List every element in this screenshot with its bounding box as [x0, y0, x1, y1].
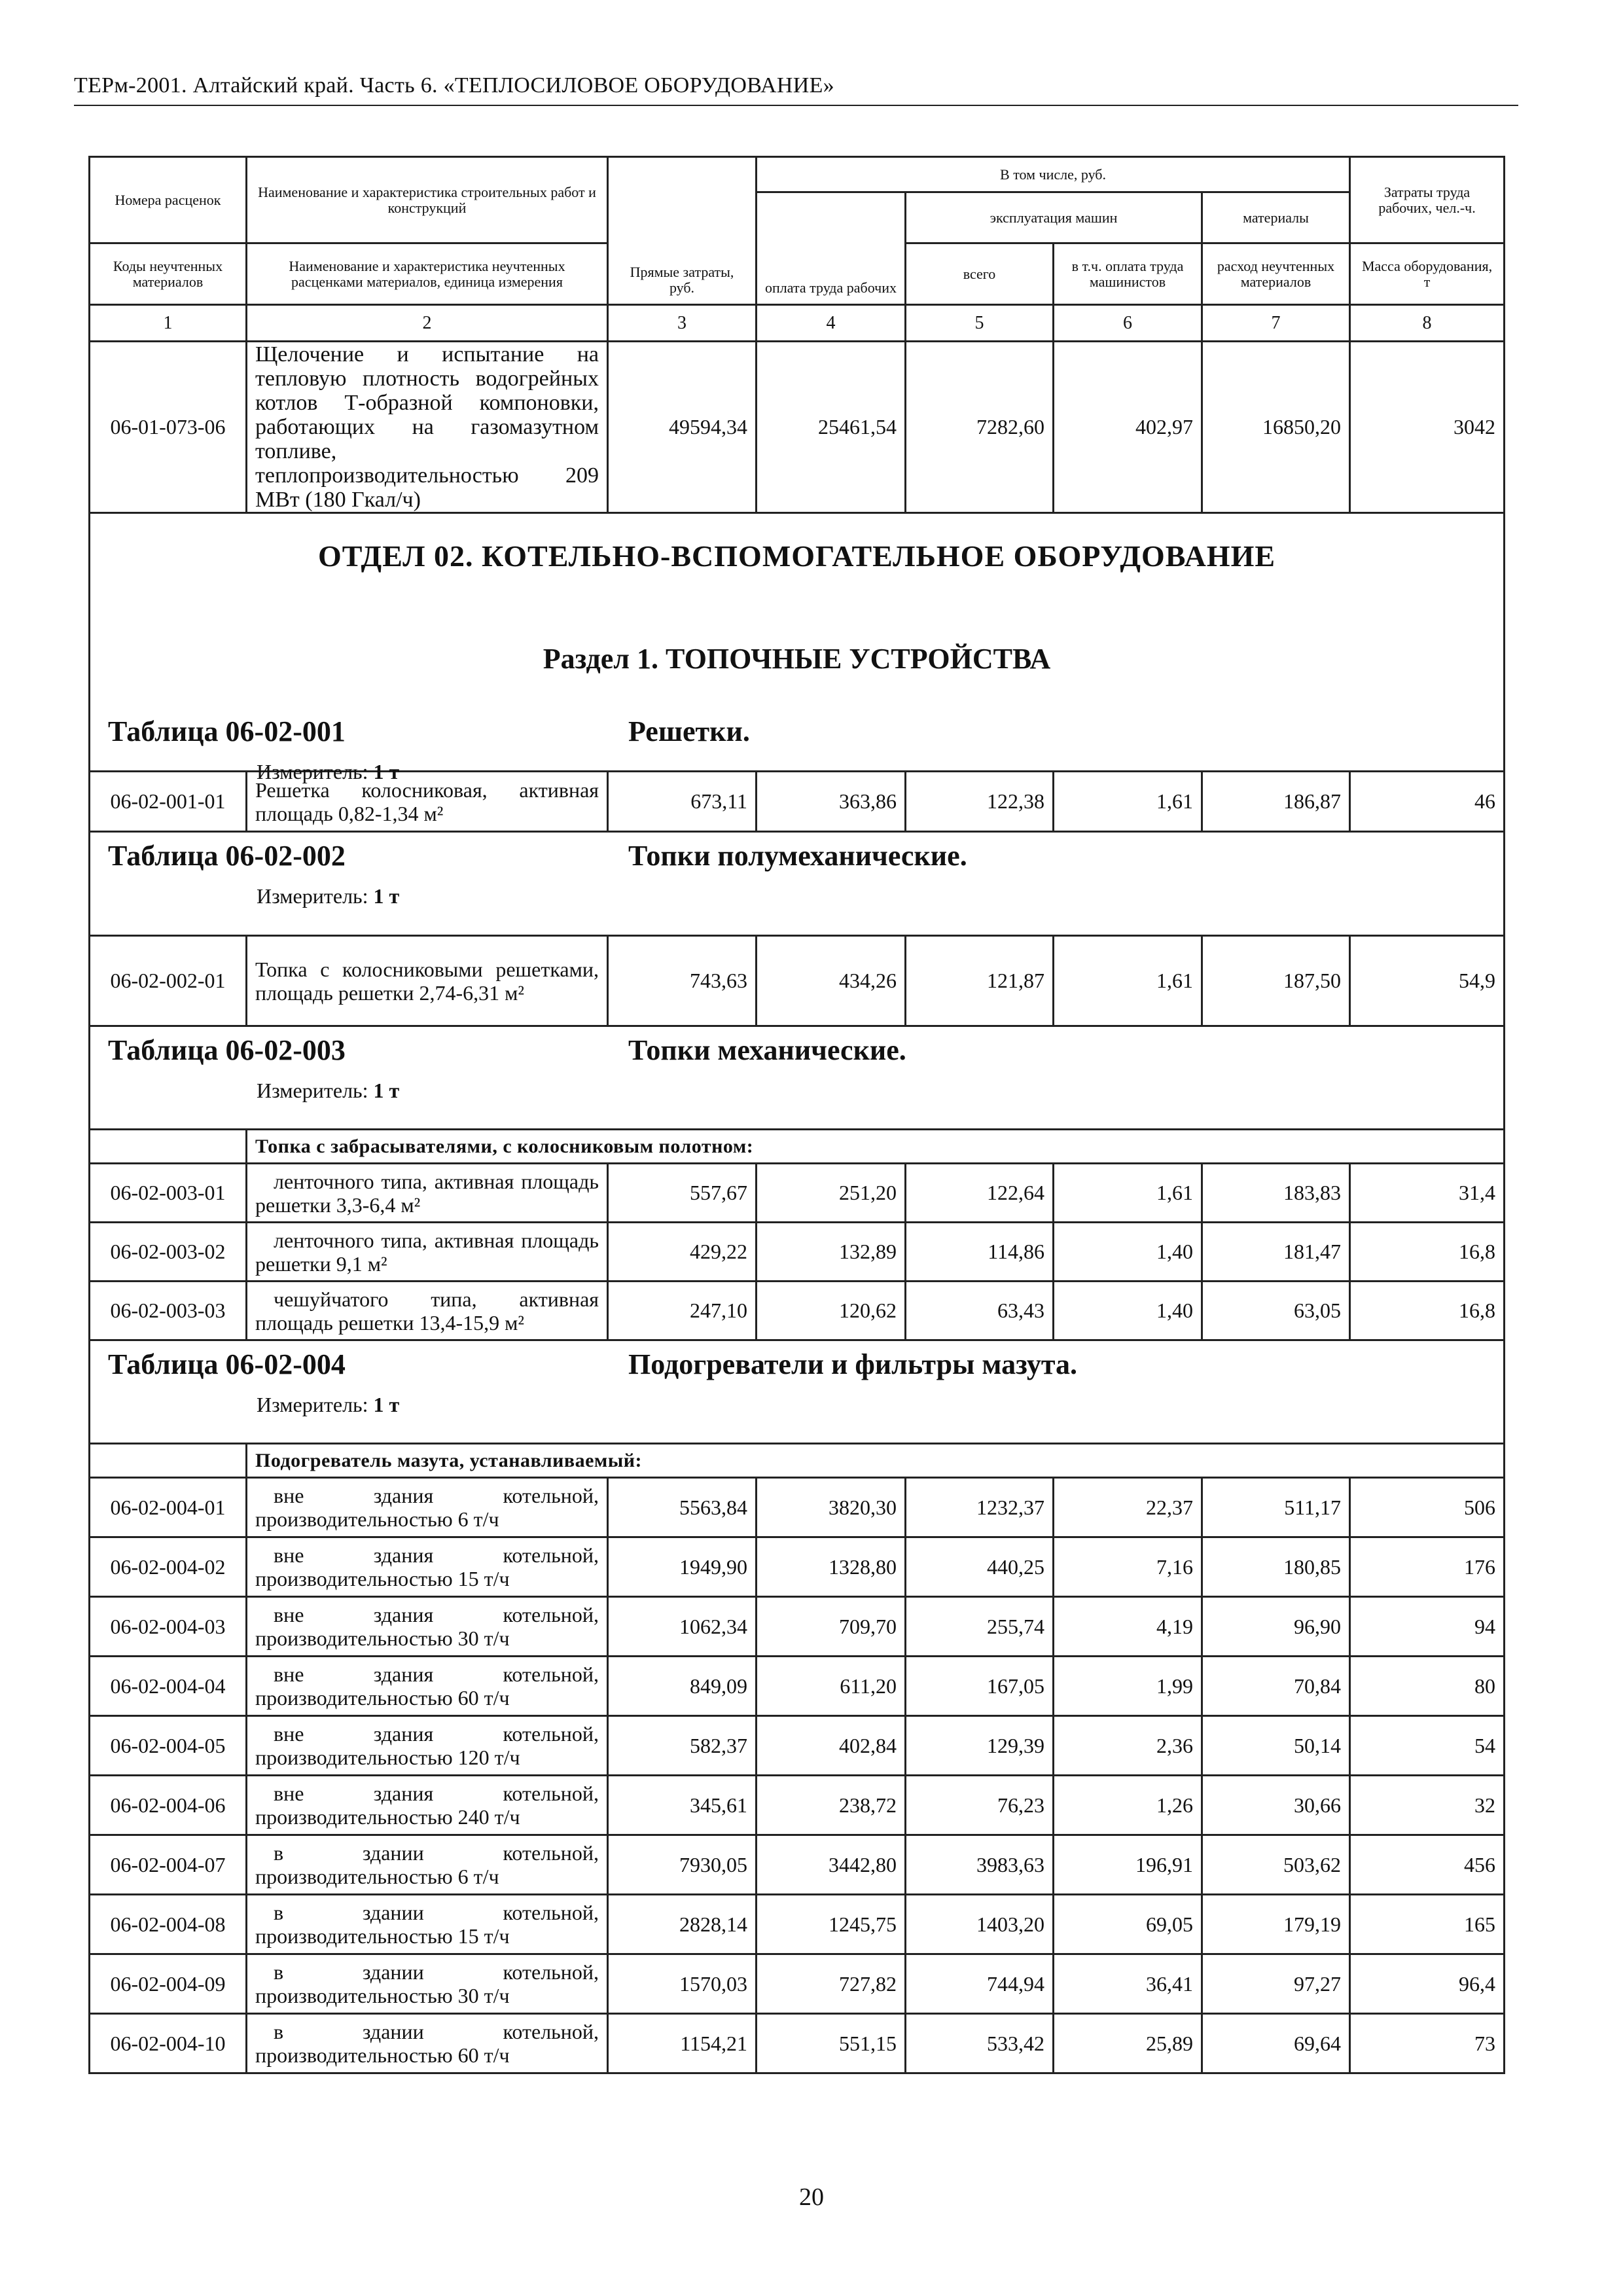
- materials-cost: 183,83: [1202, 1164, 1350, 1223]
- col-name-sub-header: Наименование и характеристика неучтенных расценками материалов, единица измерения: [247, 243, 608, 305]
- page-number: 20: [799, 2183, 824, 2211]
- direct-cost: 849,09: [608, 1657, 757, 1716]
- materials-cost: 70,84: [1202, 1657, 1350, 1716]
- direct-cost: 673,11: [608, 772, 757, 832]
- materials-cost: 181,47: [1202, 1223, 1350, 1282]
- labor-hours: 73: [1350, 2014, 1505, 2073]
- machines-total: 76,23: [906, 1776, 1054, 1835]
- rate-code: 06-02-004-09: [90, 1954, 247, 2014]
- labor-cost: 120,62: [757, 1282, 906, 1340]
- rate-description: Решетка колосниковая, активная площадь 0,82-1,34 м²: [247, 772, 608, 832]
- machines-labor: 22,37: [1054, 1478, 1202, 1537]
- labor-hours: 165: [1350, 1895, 1505, 1954]
- col-number: 6: [1054, 305, 1202, 342]
- labor-hours: 54,9: [1350, 936, 1505, 1026]
- razdel-title: Раздел 1. ТОПОЧНЫЕ УСТРОЙСТВА: [543, 643, 1051, 675]
- machines-group-header: эксплуатация машин: [906, 192, 1202, 243]
- direct-cost: 49594,34: [608, 342, 757, 513]
- machines-labor: 25,89: [1054, 2014, 1202, 2073]
- rate-code: 06-02-004-04: [90, 1657, 247, 1716]
- measure-label: Измеритель:: [257, 1079, 368, 1102]
- machines-labor: 2,36: [1054, 1716, 1202, 1776]
- direct-cost: 5563,84: [608, 1478, 757, 1537]
- table-row: [90, 1164, 1505, 1223]
- col-number: 1: [90, 305, 247, 342]
- materials-cost: 63,05: [1202, 1282, 1350, 1340]
- labor-hours: 54: [1350, 1716, 1505, 1776]
- measure-unit: [257, 760, 399, 784]
- subheading-row: [90, 1130, 1505, 1164]
- labor-hours: 80: [1350, 1657, 1505, 1716]
- measure-unit: [257, 1079, 399, 1103]
- rate-code: 06-02-004-06: [90, 1776, 247, 1835]
- rate-code: 06-02-001-01: [90, 772, 247, 832]
- labor-cost: 434,26: [757, 936, 906, 1026]
- section-heading-row: [90, 513, 1505, 679]
- materials-cost: 187,50: [1202, 936, 1350, 1026]
- labor-cost: 1245,75: [757, 1895, 906, 1954]
- machines-total: 744,94: [906, 1954, 1054, 2014]
- labor-cost: 611,20: [757, 1657, 906, 1716]
- running-head: ТЕРм-2001. Алтайский край. Часть 6. «ТЕПЛОСИЛОВОЕ ОБОРУДОВАНИЕ»: [74, 73, 834, 98]
- direct-cost: 345,61: [608, 1776, 757, 1835]
- col-number: 7: [1202, 305, 1350, 342]
- subheading: Подогреватель мазута, устанавливаемый:: [247, 1444, 1505, 1478]
- machines-labor: 69,05: [1054, 1895, 1202, 1954]
- direct-cost: 7930,05: [608, 1835, 757, 1895]
- materials-cost: 96,90: [1202, 1597, 1350, 1657]
- table-row: [90, 1776, 1505, 1835]
- machines-labor: 1,40: [1054, 1223, 1202, 1282]
- direct-cost: 247,10: [608, 1282, 757, 1340]
- materials-cost: 69,64: [1202, 2014, 1350, 2073]
- machines-total: 3983,63: [906, 1835, 1054, 1895]
- col-number: 5: [906, 305, 1054, 342]
- table-row: [90, 2014, 1505, 2073]
- table-heading-row: [90, 1026, 1505, 1130]
- machines-total: 122,64: [906, 1164, 1054, 1223]
- table-caption: Топки полумеханические.: [628, 840, 967, 872]
- machines-labor: 4,19: [1054, 1597, 1202, 1657]
- subheading: Топка с забрасывателями, с колосниковым полотном:: [247, 1130, 1505, 1164]
- labor-hours: 3042: [1350, 342, 1505, 513]
- machines-labor: 36,41: [1054, 1954, 1202, 2014]
- table-row: [90, 1895, 1505, 1954]
- table-row: [90, 1597, 1505, 1657]
- col-name-header: Наименование и характеристика строительных работ и конструкций: [247, 157, 608, 243]
- machines-labor: 1,61: [1054, 1164, 1202, 1223]
- col-mass-header: Масса оборудования, т: [1350, 243, 1505, 305]
- direct-cost: 1062,34: [608, 1597, 757, 1657]
- rate-description: Щелочение и испытание на тепловую плотность водогрейных котлов Т-образной компоновки, работающих на газомазутном топливе, теплопроизводительностью 209 МВт (180 Гкал/ч): [247, 342, 608, 513]
- machines-total: 129,39: [906, 1716, 1054, 1776]
- table-row: [90, 1282, 1505, 1340]
- measure-value: 1 т: [373, 884, 400, 908]
- labor-cost: 551,15: [757, 2014, 906, 2073]
- incl-group-header: В том числе, руб.: [757, 157, 1350, 192]
- rate-description: в здании котельной, производительностью 6 т/ч: [247, 1835, 608, 1895]
- direct-cost: 557,67: [608, 1164, 757, 1223]
- col-labor-header: оплата труда рабочих: [757, 192, 906, 305]
- direct-cost: 2828,14: [608, 1895, 757, 1954]
- col-workers-header: Затраты труда рабочих, чел.-ч.: [1350, 157, 1505, 243]
- table-caption: Решетки.: [628, 715, 750, 747]
- materials-cost: 186,87: [1202, 772, 1350, 832]
- machines-total: 440,25: [906, 1537, 1054, 1597]
- machines-labor: 1,61: [1054, 936, 1202, 1026]
- table-title: Таблица 06-02-003: [108, 1034, 346, 1066]
- table-heading-row: [90, 1340, 1505, 1444]
- table-row: [90, 1223, 1505, 1282]
- rate-description: вне здания котельной, производительностью 60 т/ч: [247, 1657, 608, 1716]
- table-row: [90, 342, 1505, 513]
- labor-hours: 32: [1350, 1776, 1505, 1835]
- otdel-title: ОТДЕЛ 02. КОТЕЛЬНО-ВСПОМОГАТЕЛЬНОЕ ОБОРУДОВАНИЕ: [317, 539, 1276, 573]
- measure-value: 1 т: [373, 1079, 400, 1102]
- rate-code: 06-02-003-03: [90, 1282, 247, 1340]
- labor-hours: 31,4: [1350, 1164, 1505, 1223]
- header-rule: [74, 105, 1518, 106]
- rate-code: 06-02-004-10: [90, 2014, 247, 2073]
- rate-code: 06-02-002-01: [90, 936, 247, 1026]
- machines-total: 122,38: [906, 772, 1054, 832]
- materials-cost: 180,85: [1202, 1537, 1350, 1597]
- machines-labor: 402,97: [1054, 342, 1202, 513]
- labor-hours: 176: [1350, 1537, 1505, 1597]
- labor-cost: 363,86: [757, 772, 906, 832]
- machines-labor: 7,16: [1054, 1537, 1202, 1597]
- labor-cost: 3442,80: [757, 1835, 906, 1895]
- rate-code: 06-02-003-01: [90, 1164, 247, 1223]
- table-heading-row: [90, 832, 1505, 936]
- materials-cost: 503,62: [1202, 1835, 1350, 1895]
- col-mach-total-header: всего: [906, 243, 1054, 305]
- rate-description: вне здания котельной, производительностью 240 т/ч: [247, 1776, 608, 1835]
- table-row: [90, 1954, 1505, 2014]
- col-direct-header: Прямые затраты, руб.: [608, 157, 757, 305]
- machines-total: 1232,37: [906, 1478, 1054, 1537]
- rate-code: 06-02-004-05: [90, 1716, 247, 1776]
- rate-description: в здании котельной, производительностью 60 т/ч: [247, 2014, 608, 2073]
- table-row: [90, 936, 1505, 1026]
- materials-cost: 16850,20: [1202, 342, 1350, 513]
- machines-labor: 1,40: [1054, 1282, 1202, 1340]
- materials-group-header: материалы: [1202, 192, 1350, 243]
- rate-code: 06-02-004-07: [90, 1835, 247, 1895]
- machines-labor: 1,61: [1054, 772, 1202, 832]
- machines-labor: 1,26: [1054, 1776, 1202, 1835]
- labor-cost: 3820,30: [757, 1478, 906, 1537]
- table-title: Таблица 06-02-002: [108, 840, 346, 872]
- labor-hours: 94: [1350, 1597, 1505, 1657]
- rate-description: Топка с колосниковыми решетками, площадь решетки 2,74-6,31 м²: [247, 936, 608, 1026]
- rate-description: вне здания котельной, производительностью 6 т/ч: [247, 1478, 608, 1537]
- labor-hours: 16,8: [1350, 1223, 1505, 1282]
- col-code-sub-header: Коды неучтенных материалов: [90, 243, 247, 305]
- direct-cost: 1154,21: [608, 2014, 757, 2073]
- measure-label: Измеритель:: [257, 760, 368, 783]
- rate-code: 06-02-004-08: [90, 1895, 247, 1954]
- direct-cost: 743,63: [608, 936, 757, 1026]
- table-row: [90, 1537, 1505, 1597]
- materials-cost: 50,14: [1202, 1716, 1350, 1776]
- materials-cost: 179,19: [1202, 1895, 1350, 1954]
- labor-hours: 16,8: [1350, 1282, 1505, 1340]
- measure-value: 1 т: [373, 760, 400, 783]
- table-title: Таблица 06-02-001: [108, 715, 346, 747]
- rate-description: в здании котельной, производительностью 15 т/ч: [247, 1895, 608, 1954]
- table-row: [90, 1478, 1505, 1537]
- col-code-header: Номера расценок: [90, 157, 247, 243]
- rate-description: вне здания котельной, производительностью 30 т/ч: [247, 1597, 608, 1657]
- materials-cost: 97,27: [1202, 1954, 1350, 2014]
- rates-table: [88, 156, 1505, 2074]
- labor-cost: 402,84: [757, 1716, 906, 1776]
- direct-cost: 1949,90: [608, 1537, 757, 1597]
- rate-code: 06-02-004-01: [90, 1478, 247, 1537]
- machines-total: 167,05: [906, 1657, 1054, 1716]
- direct-cost: 582,37: [608, 1716, 757, 1776]
- labor-cost: 709,70: [757, 1597, 906, 1657]
- measure-unit: [257, 884, 399, 908]
- rate-code: 06-01-073-06: [90, 342, 247, 513]
- col-number: 8: [1350, 305, 1505, 342]
- labor-cost: 1328,80: [757, 1537, 906, 1597]
- rate-description: чешуйчатого типа, активная площадь решетки 13,4-15,9 м²: [247, 1282, 608, 1340]
- machines-labor: 196,91: [1054, 1835, 1202, 1895]
- col-number: 4: [757, 305, 906, 342]
- direct-cost: 1570,03: [608, 1954, 757, 2014]
- col-materials-header: расход неучтенных материалов: [1202, 243, 1350, 305]
- labor-hours: 96,4: [1350, 1954, 1505, 2014]
- machines-total: 63,43: [906, 1282, 1054, 1340]
- table-title: Таблица 06-02-004: [108, 1348, 346, 1380]
- subheading-row: [90, 1444, 1505, 1478]
- labor-cost: 727,82: [757, 1954, 906, 2014]
- measure-unit: [257, 1393, 399, 1417]
- measure-value: 1 т: [373, 1393, 400, 1416]
- table-caption: Подогреватели и фильтры мазута.: [628, 1348, 1077, 1380]
- rate-description: ленточного типа, активная площадь решетки 9,1 м²: [247, 1223, 608, 1282]
- table-row: [90, 1716, 1505, 1776]
- table-row: [90, 1657, 1505, 1716]
- measure-label: Измеритель:: [257, 1393, 368, 1416]
- rate-code: 06-02-004-02: [90, 1537, 247, 1597]
- machines-total: 1403,20: [906, 1895, 1054, 1954]
- labor-hours: 46: [1350, 772, 1505, 832]
- labor-hours: 506: [1350, 1478, 1505, 1537]
- labor-hours: 456: [1350, 1835, 1505, 1895]
- labor-cost: 238,72: [757, 1776, 906, 1835]
- materials-cost: 511,17: [1202, 1478, 1350, 1537]
- rate-description: вне здания котельной, производительностью 120 т/ч: [247, 1716, 608, 1776]
- rate-code: 06-02-003-02: [90, 1223, 247, 1282]
- machines-total: 121,87: [906, 936, 1054, 1026]
- measure-label: Измеритель:: [257, 884, 368, 908]
- machines-total: 533,42: [906, 2014, 1054, 2073]
- rate-code: 06-02-004-03: [90, 1597, 247, 1657]
- labor-cost: 251,20: [757, 1164, 906, 1223]
- col-number: 2: [247, 305, 608, 342]
- rate-description: вне здания котельной, производительностью 15 т/ч: [247, 1537, 608, 1597]
- table-heading-row: [90, 679, 1505, 772]
- machines-total: 114,86: [906, 1223, 1054, 1282]
- labor-cost: 132,89: [757, 1223, 906, 1282]
- col-mach-labor-header: в т.ч. оплата труда машинистов: [1054, 243, 1202, 305]
- rate-description: ленточного типа, активная площадь решетки 3,3-6,4 м²: [247, 1164, 608, 1223]
- table-row: [90, 1835, 1505, 1895]
- labor-cost: 25461,54: [757, 342, 906, 513]
- materials-cost: 30,66: [1202, 1776, 1350, 1835]
- machines-labor: 1,99: [1054, 1657, 1202, 1716]
- direct-cost: 429,22: [608, 1223, 757, 1282]
- machines-total: 7282,60: [906, 342, 1054, 513]
- table-caption: Топки механические.: [628, 1034, 906, 1066]
- col-number: 3: [608, 305, 757, 342]
- machines-total: 255,74: [906, 1597, 1054, 1657]
- rate-description: в здании котельной, производительностью 30 т/ч: [247, 1954, 608, 2014]
